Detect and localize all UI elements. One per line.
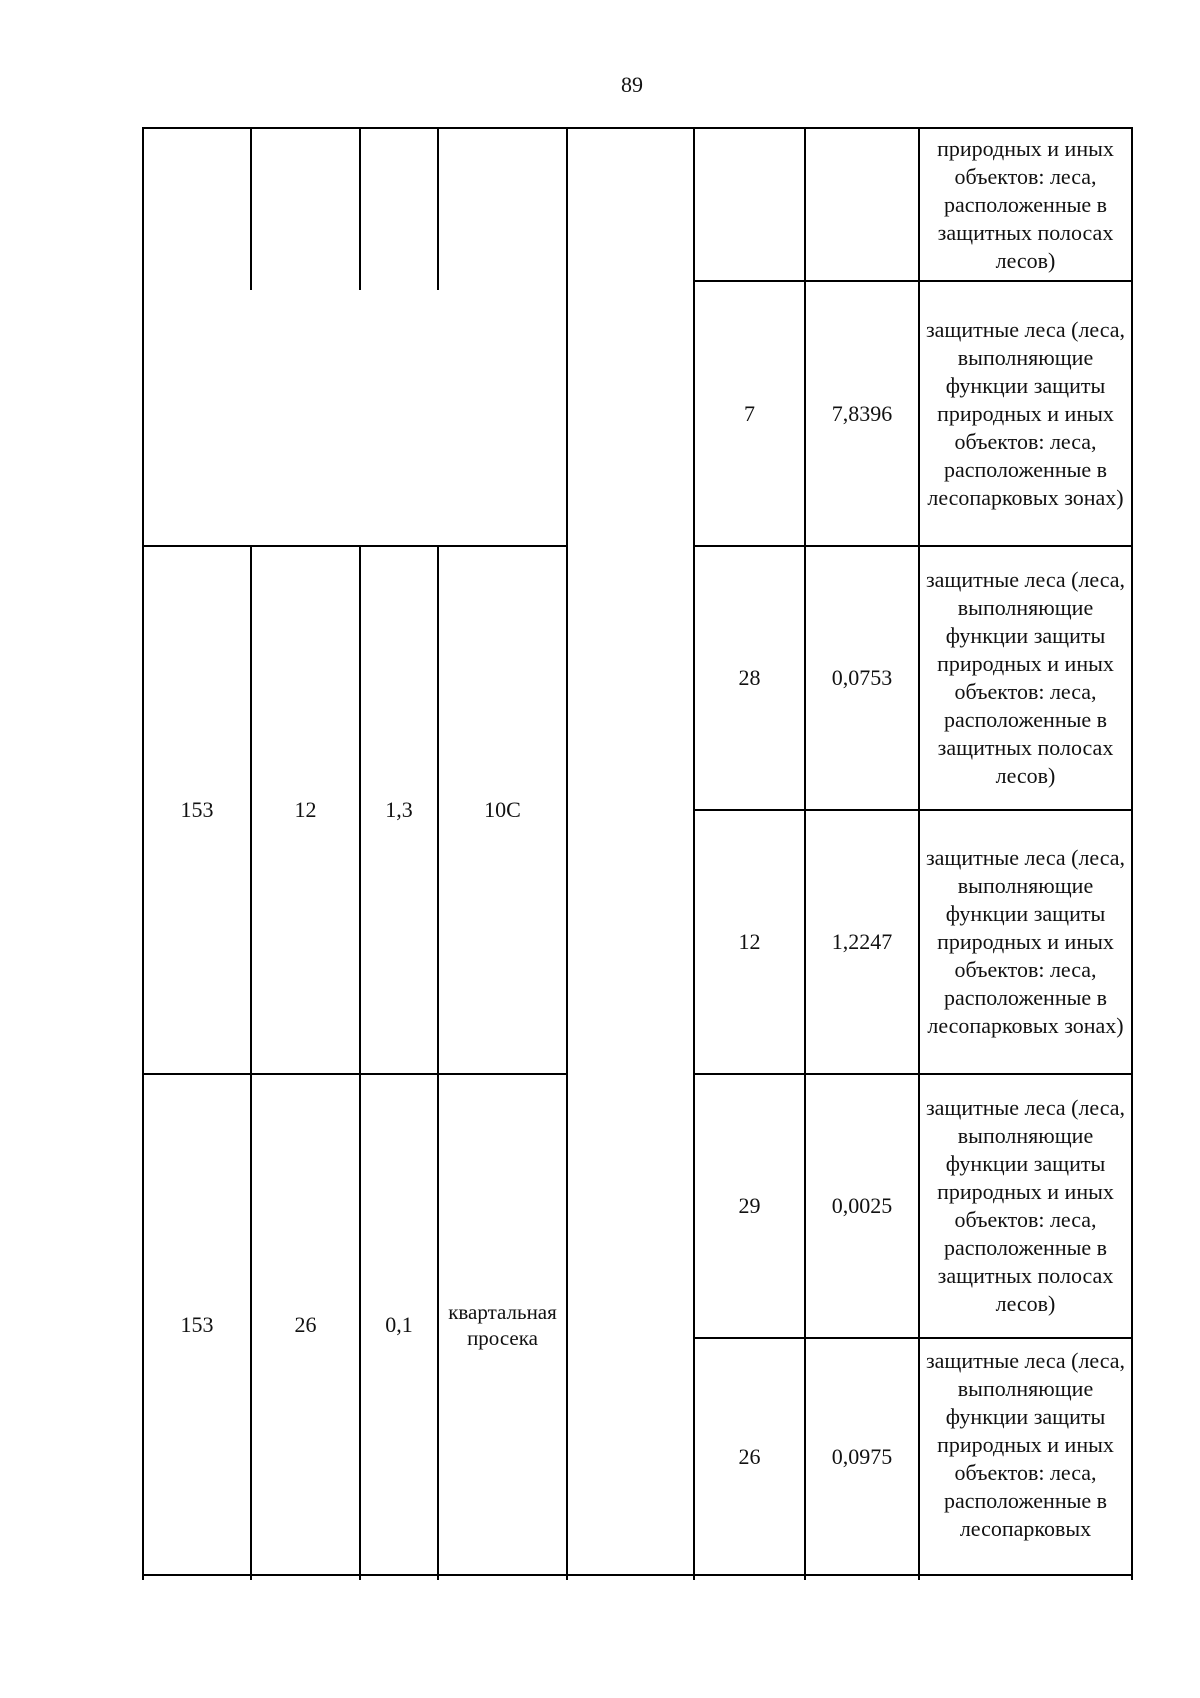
quarter-cell: 153 [180, 1311, 214, 1337]
grid-line [566, 127, 693, 129]
row-value-cell: 0,0975 [831, 1443, 893, 1469]
grid-line [1131, 128, 1133, 1580]
composition-cell: 10С [484, 797, 521, 822]
row-number-cell: 28 [738, 665, 761, 690]
grid-line [693, 1574, 1133, 1576]
row-value-cell: 0,0025 [831, 1193, 893, 1218]
grid-line [566, 128, 568, 1580]
row-value-cell [806, 129, 918, 280]
grid-line [250, 128, 252, 290]
grid-line [359, 128, 361, 290]
row-number-cell: 12 [738, 929, 761, 954]
grid-line [566, 1574, 693, 1576]
row-description-cell: защитные леса (леса, выполняющие функции защиты природных и иных объектов: леса, расположенные в лесопарковых зонах) [925, 316, 1126, 510]
plot-cell: 12 [294, 797, 317, 822]
area-cell: 1,3 [385, 797, 413, 822]
row-description-cell: защитные леса (леса, выполняющие функции защиты природных и иных объектов: леса, расположенные в защитных полосах лесов) [925, 567, 1126, 788]
row-value-cell: 0,0753 [831, 665, 893, 690]
page-number: 89 [621, 72, 643, 97]
row-value-cell: 1,2247 [831, 929, 893, 954]
row-value-cell: 7,8396 [831, 400, 893, 426]
row-number-cell: 29 [738, 1193, 761, 1218]
grid-line [142, 1574, 568, 1576]
row-description-cell: защитные леса (леса, выполняющие функции защиты природных и иных объектов: леса, расположенные в защитных полосах лесов) [925, 1095, 1126, 1316]
plot-cell: 26 [294, 1311, 317, 1337]
row-number-cell: 7 [744, 400, 755, 426]
grid-line [437, 128, 439, 290]
grid-line [142, 127, 566, 129]
quarter-cell: 153 [180, 797, 214, 822]
row-description-cell: природных и иных объектов: леса, расположенные в защитных полосах лесов) [937, 135, 1114, 273]
row-description-cell: защитные леса (леса, выполняющие функции защиты природных и иных объектов: леса, расположенные в лесопарковых [925, 1348, 1126, 1541]
row-description-cell: защитные леса (леса, выполняющие функции защиты природных и иных объектов: леса, расположенные в лесопарковых зонах) [925, 845, 1126, 1038]
row-number-cell [695, 129, 804, 280]
composition-cell: квартальная просека [448, 1299, 557, 1350]
area-cell: 0,1 [385, 1311, 413, 1337]
row-number-cell: 26 [738, 1443, 761, 1469]
